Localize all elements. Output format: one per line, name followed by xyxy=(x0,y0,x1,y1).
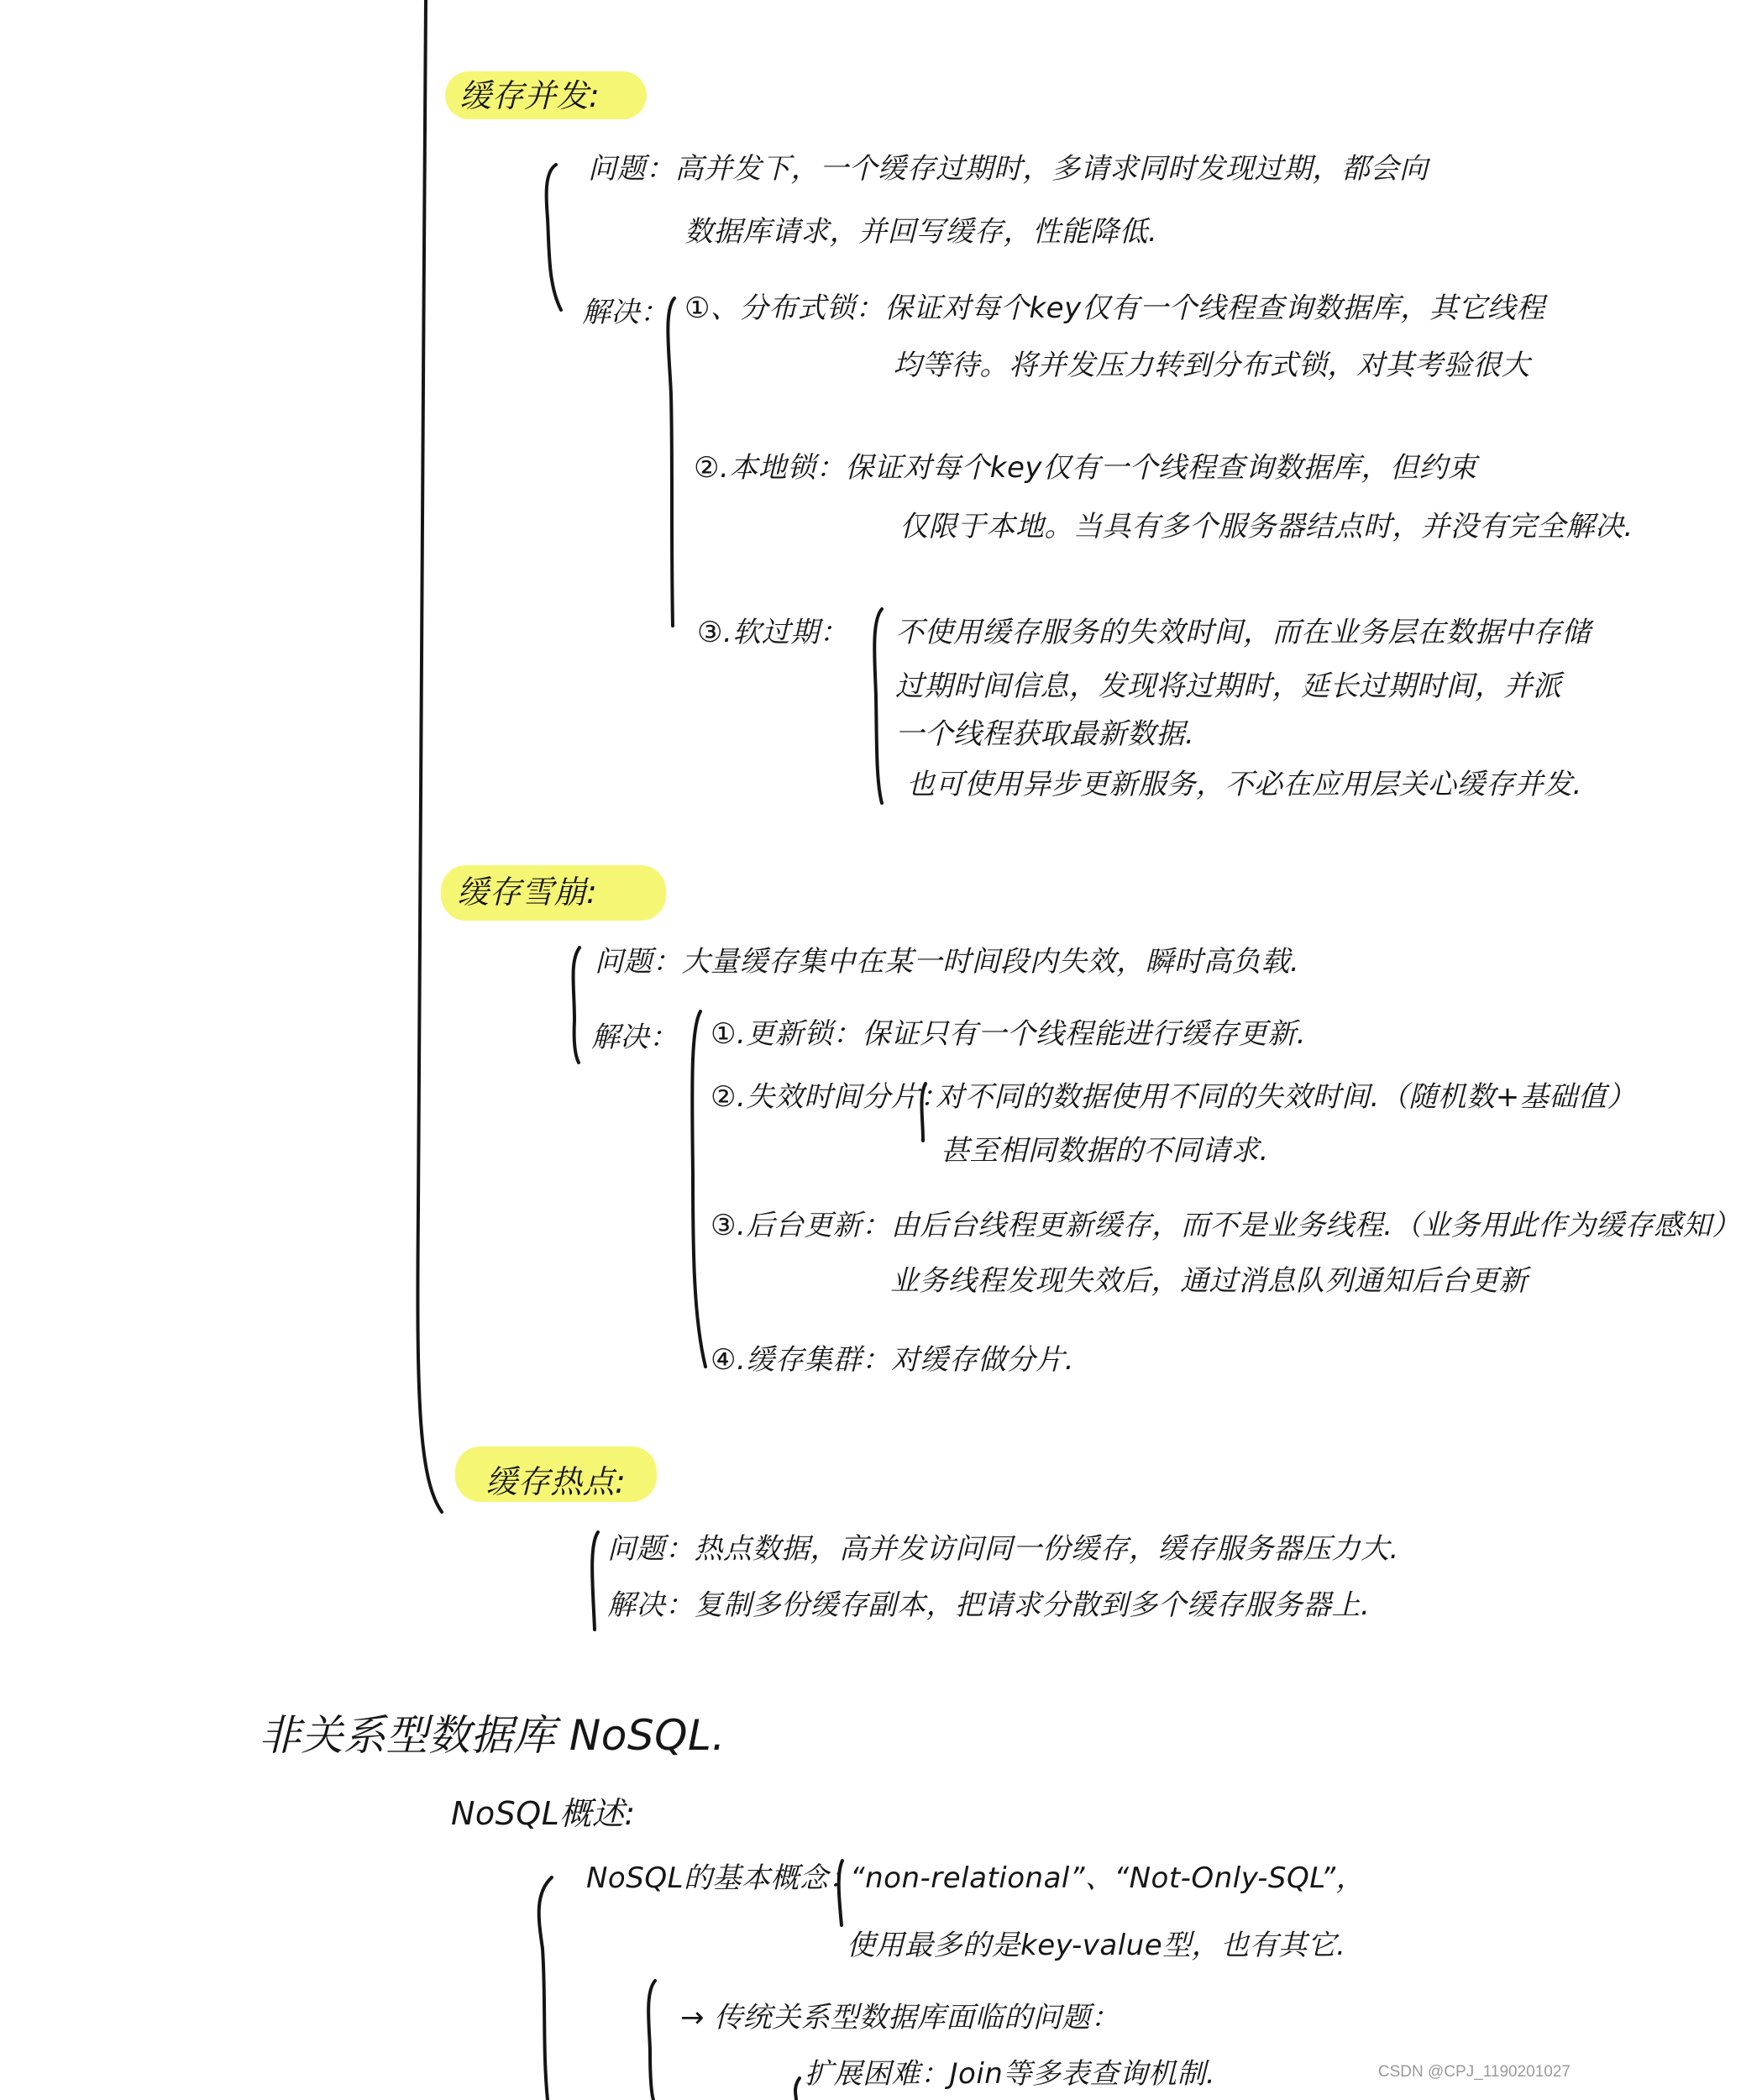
breakdown-sol2-cont: 仅限于本地。当具有多个服务器结点时，并没有完全解决. xyxy=(899,510,1633,543)
nosql-concept-label: NoSQL的基本概念： xyxy=(586,1861,858,1895)
breakdown-problem: 问题：高并发下，一个缓存过期时，多请求同时发现过期，都会向 xyxy=(588,152,1429,186)
hotspot-problem: 问题：热点数据，高并发访问同一份缓存，缓存服务器压力大. xyxy=(607,1532,1399,1566)
breakdown-sol2: ②.本地锁：保证对每个key仅有一个线程查询数据库，但约束 xyxy=(694,451,1477,485)
hotspot-title: 缓存热点: xyxy=(485,1463,627,1500)
watermark: CSDN @CPJ_1190201027 xyxy=(1377,2063,1571,2081)
softexpire-bracket xyxy=(874,609,882,803)
breakdown-sol3-line3: 一个线程获取最新数据. xyxy=(895,717,1195,751)
avalanche-sol2-line2: 甚至相同数据的不同请求. xyxy=(941,1134,1269,1168)
nosql-problem-item: 扩展困难：Join等多表查询机制. xyxy=(805,2057,1216,2091)
avalanche-bracket-1 xyxy=(574,948,580,1063)
avalanche-sol2: ②.失效时间分片： xyxy=(711,1080,949,1114)
breakdown-sol3: ③.软过期： xyxy=(697,616,849,649)
avalanche-sol1: ①.更新锁：保证只有一个线程能进行缓存更新. xyxy=(711,1017,1307,1051)
avalanche-title: 缓存雪崩: xyxy=(457,874,598,911)
breakdown-sol1-cont: 均等待。将并发压力转到分布式锁，对其考验很大 xyxy=(893,349,1530,382)
solution-bracket-1 xyxy=(668,298,674,626)
avalanche-sol3-cont: 业务线程发现失效后，通过消息队列通知后台更新 xyxy=(890,1264,1528,1298)
avalanche-bracket-2 xyxy=(692,1011,705,1367)
nosql-overview: NoSQL概述: xyxy=(451,1795,636,1832)
hotspot-solution: 解决：复制多份缓存副本，把请求分散到多个缓存服务器上. xyxy=(607,1588,1371,1622)
nosql-problem-title: → 传统关系型数据库面临的问题： xyxy=(680,2001,1120,2034)
hotspot-bracket xyxy=(592,1532,598,1630)
avalanche-sol2-line1: 对不同的数据使用不同的失效时间.（随机数+基础值） xyxy=(936,1080,1636,1114)
breakdown-solution-label: 解决： xyxy=(582,296,669,329)
breakdown-problem-cont: 数据库请求，并回写缓存，性能降低. xyxy=(684,215,1158,249)
problem-item-bracket xyxy=(795,2078,800,2100)
nosql-concept-value2: 使用最多的是key-value型，也有其它. xyxy=(847,1929,1346,1962)
problem-bracket xyxy=(648,1981,655,2100)
main-timeline-line xyxy=(417,0,442,1512)
nosql-left-bracket xyxy=(539,1877,552,2100)
avalanche-sol4: ④.缓存集群：对缓存做分片. xyxy=(711,1343,1075,1377)
breakdown-title: 缓存并发: xyxy=(459,77,600,114)
breakdown-sol3-line4: 也可使用异步更新服务，不必在应用层关心缓存并发. xyxy=(906,768,1582,801)
avalanche-solution-label: 解决： xyxy=(591,1021,679,1054)
breakdown-sol1: ①、分布式锁：保证对每个key仅有一个线程查询数据库，其它线程 xyxy=(684,291,1545,325)
nosql-title: 非关系型数据库 NoSQL. xyxy=(259,1711,726,1760)
avalanche-problem: 问题：大量缓存集中在某一时间段内失效，瞬时高负载. xyxy=(595,945,1300,979)
breakdown-sol3-line2: 过期时间信息，发现将过期时，延长过期时间，并派 xyxy=(895,669,1562,703)
avalanche-sol3: ③.后台更新：由后台线程更新缓存，而不是业务线程.（业务用此作为缓存感知） xyxy=(711,1209,1741,1242)
breakdown-sol3-line1: 不使用缓存服务的失效时间，而在业务层在数据中存储 xyxy=(895,616,1591,649)
top-bracket-1 xyxy=(547,165,561,310)
nosql-concept-value: “non-relational”、“Not-Only-SQL”， xyxy=(850,1861,1366,1895)
